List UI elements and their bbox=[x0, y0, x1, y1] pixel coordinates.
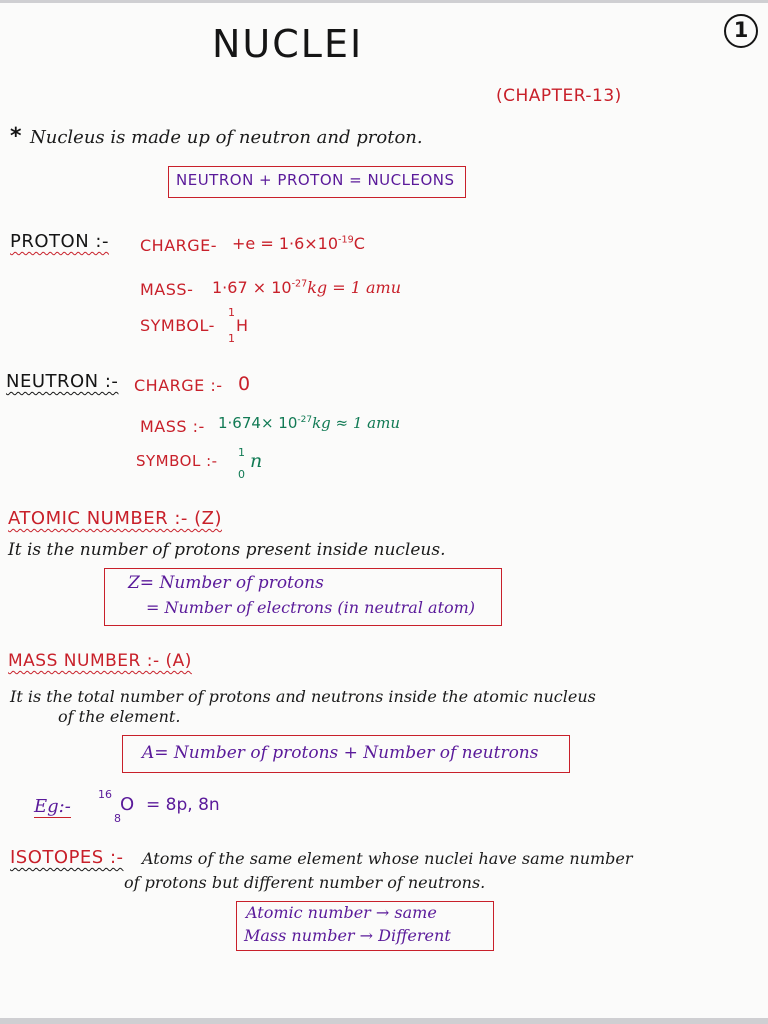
proton-charge-base: +e = 1·6×10 bbox=[232, 234, 339, 253]
neutron-mass-unit: kg ≈ 1 amu bbox=[312, 414, 401, 432]
neutron-symbol bbox=[236, 444, 270, 484]
atomic-number-heading-text: ATOMIC NUMBER :- (Z) bbox=[8, 508, 222, 529]
proton-mass-exponent: -27 bbox=[291, 278, 308, 290]
neutron-charge-label: CHARGE :- bbox=[134, 376, 223, 395]
page-bottom-edge bbox=[0, 1018, 768, 1024]
intro-text: Nucleus is made up of neutron and proton. bbox=[30, 127, 423, 148]
example-value: = 8p, 8n bbox=[146, 795, 220, 815]
neutron-mass-value bbox=[218, 414, 400, 432]
example-label-text: Eg:- bbox=[34, 796, 71, 817]
example-label bbox=[34, 796, 71, 817]
page-top-edge bbox=[0, 0, 768, 3]
isotopes-text-line2: of protons but different number of neutrons. bbox=[124, 873, 486, 892]
proton-symbol-label: SYMBOL- bbox=[140, 316, 215, 335]
example-symbol-letter: O bbox=[120, 794, 135, 815]
proton-heading bbox=[10, 231, 109, 252]
proton-symbol-letter: H bbox=[236, 316, 249, 335]
mass-number-box-text: A= Number of protons + Number of neutrons bbox=[142, 743, 539, 763]
proton-mass-label: MASS- bbox=[140, 280, 194, 299]
neutron-mass-exponent: -27 bbox=[297, 415, 313, 425]
atomic-number-heading bbox=[8, 508, 222, 529]
neutron-symbol-letter: n bbox=[250, 450, 263, 472]
isotopes-heading bbox=[10, 847, 124, 868]
neutron-mass-base: 1·674× 10 bbox=[218, 414, 298, 432]
chapter-label: (CHAPTER-13) bbox=[496, 86, 622, 106]
proton-charge-value bbox=[232, 234, 365, 253]
atomic-number-text: It is the number of protons present inside nucleus. bbox=[8, 540, 446, 560]
neutron-heading-text: NEUTRON :- bbox=[6, 371, 119, 392]
mass-number-text-line2: of the element. bbox=[58, 707, 181, 726]
neutron-symbol-mass: 1 bbox=[238, 446, 245, 459]
proton-mass-value bbox=[212, 278, 401, 297]
atomic-number-box-line2: = Number of electrons (in neutral atom) bbox=[146, 598, 476, 617]
example-symbol bbox=[98, 786, 138, 830]
proton-symbol-mass: 1 bbox=[228, 306, 235, 319]
proton-mass-base: 1·67 × 10 bbox=[212, 278, 292, 297]
proton-mass-unit: kg = 1 amu bbox=[307, 278, 402, 297]
neutron-heading bbox=[6, 371, 118, 392]
proton-heading-text: PROTON :- bbox=[10, 231, 109, 252]
isotopes-box-line1: Atomic number → same bbox=[246, 903, 437, 922]
example-symbol-atomic: 8 bbox=[114, 812, 121, 825]
proton-symbol-atomic: 1 bbox=[228, 332, 235, 345]
isotopes-text-line1: Atoms of the same element whose nuclei have same number bbox=[142, 849, 633, 868]
intro-bullet: * bbox=[10, 124, 22, 149]
mass-number-heading-text: MASS NUMBER :- (A) bbox=[8, 651, 192, 671]
page-number bbox=[724, 14, 758, 48]
proton-charge-label: CHARGE- bbox=[140, 236, 218, 255]
atomic-number-box-line1: Z= Number of protons bbox=[128, 573, 324, 593]
neutron-mass-label: MASS :- bbox=[140, 417, 205, 436]
isotopes-heading-text: ISOTOPES :- bbox=[10, 847, 124, 868]
neutron-symbol-label: SYMBOL :- bbox=[136, 452, 218, 470]
neutron-charge-value: 0 bbox=[238, 373, 251, 395]
mass-number-text-line1: It is the total number of protons and neutrons inside the atomic nucleus bbox=[10, 687, 596, 706]
proton-symbol bbox=[222, 306, 252, 346]
proton-charge-unit: C bbox=[353, 234, 365, 253]
mass-number-heading bbox=[8, 651, 192, 671]
proton-charge-exponent: -19 bbox=[338, 234, 354, 246]
example-symbol-mass: 16 bbox=[98, 788, 112, 801]
page-title: NUCLEI bbox=[212, 22, 364, 66]
neutron-symbol-atomic: 0 bbox=[238, 468, 245, 481]
isotopes-box-line2: Mass number → Different bbox=[244, 926, 451, 945]
page-number-text: 1 bbox=[733, 18, 749, 42]
nucleons-box-text: NEUTRON + PROTON = NUCLEONS bbox=[176, 171, 455, 189]
